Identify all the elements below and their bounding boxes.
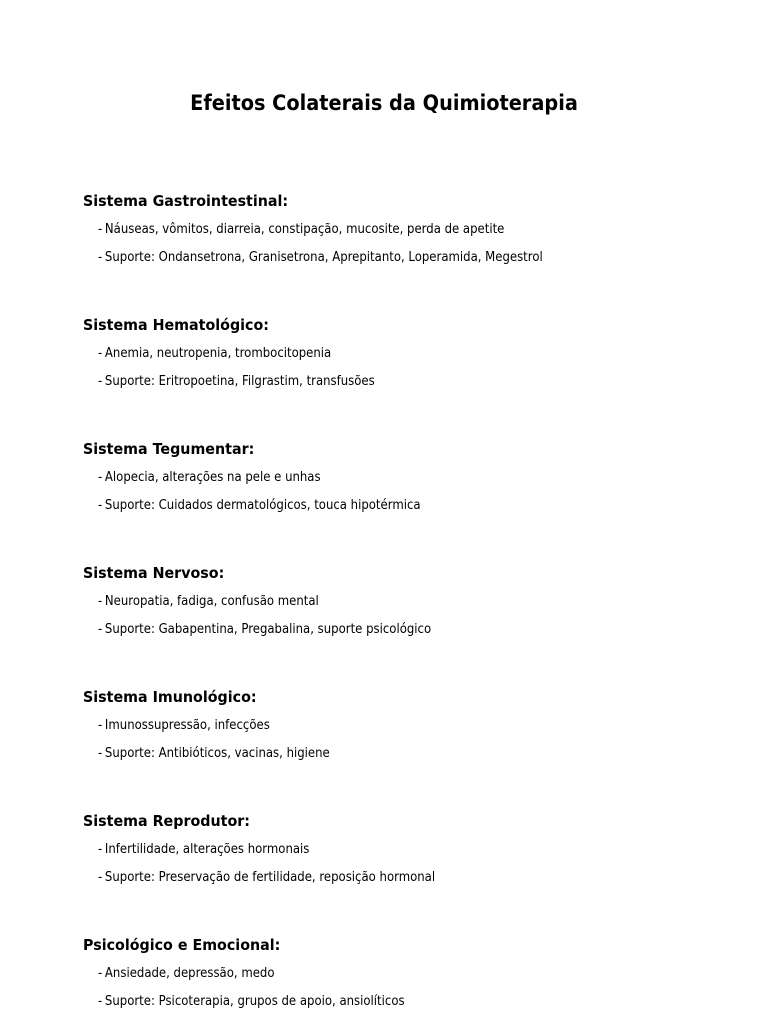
list-item: - Alopecia, alterações na pele e unhas	[98, 470, 321, 485]
section-imunologico	[83, 687, 723, 762]
list-item: - Suporte: Cuidados dermatológicos, touca hipotérmica	[98, 498, 421, 513]
list-item-text: Suporte: Gabapentina, Pregabalina, suporte psicológico	[104, 622, 432, 637]
list-item-text: Neuropatia, fadiga, confusão mental	[104, 594, 319, 609]
list-item-text: Náuseas, vômitos, diarreia, constipação, mucosite, perda de apetite	[104, 222, 505, 237]
list-item: - Suporte: Eritropoetina, Filgrastim, transfusões	[98, 374, 375, 389]
section-heading: Sistema Nervoso:	[83, 564, 225, 582]
list-item-text: Anemia, neutropenia, trombocitopenia	[104, 346, 332, 361]
section-heading: Sistema Hematológico:	[83, 316, 270, 334]
list-item-text: Suporte: Preservação de fertilidade, reposição hormonal	[104, 870, 436, 885]
section-item-list	[98, 593, 723, 638]
section-item-list	[98, 221, 723, 266]
list-item: - Imunossupressão, infecções	[98, 718, 270, 733]
page-title: Efeitos Colaterais da Quimioterapia	[190, 91, 578, 116]
list-item-text: Suporte: Eritropoetina, Filgrastim, transfusões	[104, 374, 375, 389]
list-item-text: Suporte: Cuidados dermatológicos, touca hipotérmica	[104, 498, 421, 513]
list-item-text: Ansiedade, depressão, medo	[104, 966, 275, 981]
section-nervoso	[83, 563, 723, 638]
list-item: - Neuropatia, fadiga, confusão mental	[98, 594, 319, 609]
section-item-list	[98, 965, 723, 1010]
section-item-list	[98, 717, 723, 762]
list-item-text: Alopecia, alterações na pele e unhas	[104, 470, 321, 485]
section-heading: Psicológico e Emocional:	[83, 936, 281, 954]
section-tegumentar	[83, 439, 723, 514]
section-heading: Sistema Gastrointestinal:	[83, 192, 289, 210]
list-item: - Suporte: Preservação de fertilidade, reposição hormonal	[98, 870, 436, 885]
list-item: - Náuseas, vômitos, diarreia, constipação, mucosite, perda de apetite	[98, 222, 505, 237]
section-hematologico	[83, 315, 723, 390]
list-item: - Suporte: Gabapentina, Pregabalina, suporte psicológico	[98, 622, 432, 637]
list-item-text: Suporte: Ondansetrona, Granisetrona, Aprepitanto, Loperamida, Megestrol	[104, 250, 543, 265]
list-item-text: Infertilidade, alterações hormonais	[104, 842, 310, 857]
list-item-text: Imunossupressão, infecções	[104, 718, 270, 733]
section-item-list	[98, 841, 723, 886]
section-item-list	[98, 469, 723, 514]
list-item: - Anemia, neutropenia, trombocitopenia	[98, 346, 332, 361]
section-reprodutor	[83, 811, 723, 886]
section-item-list	[98, 345, 723, 390]
list-item-text: Suporte: Antibióticos, vacinas, higiene	[104, 746, 330, 761]
list-item: - Infertilidade, alterações hormonais	[98, 842, 310, 857]
list-item: - Ansiedade, depressão, medo	[98, 966, 275, 981]
section-heading: Sistema Tegumentar:	[83, 440, 255, 458]
list-item: - Suporte: Psicoterapia, grupos de apoio, ansiolíticos	[98, 994, 405, 1009]
list-item: - Suporte: Antibióticos, vacinas, higiene	[98, 746, 330, 761]
list-item-text: Suporte: Psicoterapia, grupos de apoio, ansiolíticos	[104, 994, 405, 1009]
section-psicologico-emocional	[83, 935, 723, 1010]
section-heading: Sistema Imunológico:	[83, 688, 257, 706]
list-item: - Suporte: Ondansetrona, Granisetrona, Aprepitanto, Loperamida, Megestrol	[98, 250, 543, 265]
section-heading: Sistema Reprodutor:	[83, 812, 250, 830]
section-gastrointestinal	[83, 191, 723, 266]
